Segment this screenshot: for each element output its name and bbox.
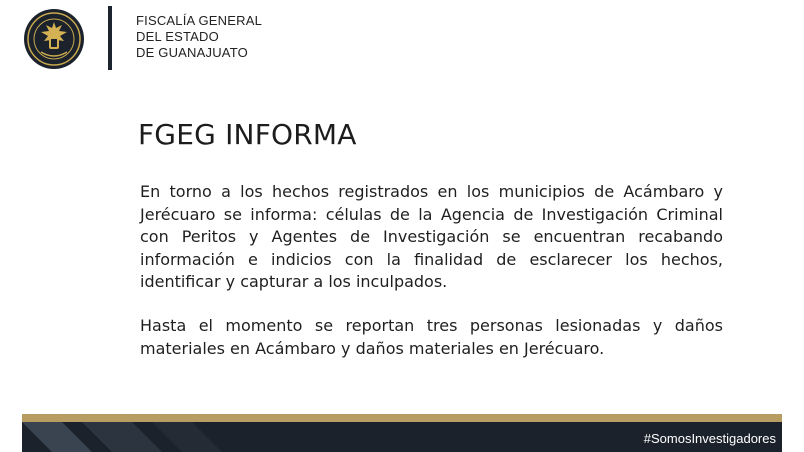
chevron-decoration-icon: [22, 422, 262, 452]
header-divider: [108, 6, 112, 70]
organization-name: [136, 13, 262, 61]
org-line-3: DE GUANAJUATO: [136, 45, 248, 60]
org-line-1: FISCALÍA GENERAL: [136, 13, 263, 28]
org-line-2: DEL ESTADO: [136, 29, 219, 44]
body-paragraph-2: Hasta el momento se reportan tres personas lesionadas y daños materiales en Acámbaro y daños materiales en Jerécuaro.: [140, 316, 723, 358]
body-paragraph-1: En torno a los hechos registrados en los municipios de Acámbaro y Jerécuaro se informa: células de la Agencia de Investigación Criminal con Peritos y Agentes de Investigación se encuentran recabando información e indicios con la finalidad de esclarecer los hechos, identificar y capturar a los inculpados.: [140, 182, 723, 292]
seal-logo: [23, 8, 85, 70]
footer-hashtag: #SomosInvestigadores: [643, 431, 776, 446]
state-seal-icon: [23, 8, 85, 70]
footer-band: [22, 414, 782, 452]
page-title: FGEG INFORMA: [138, 118, 357, 151]
footer-gold-stripe: [22, 414, 782, 422]
